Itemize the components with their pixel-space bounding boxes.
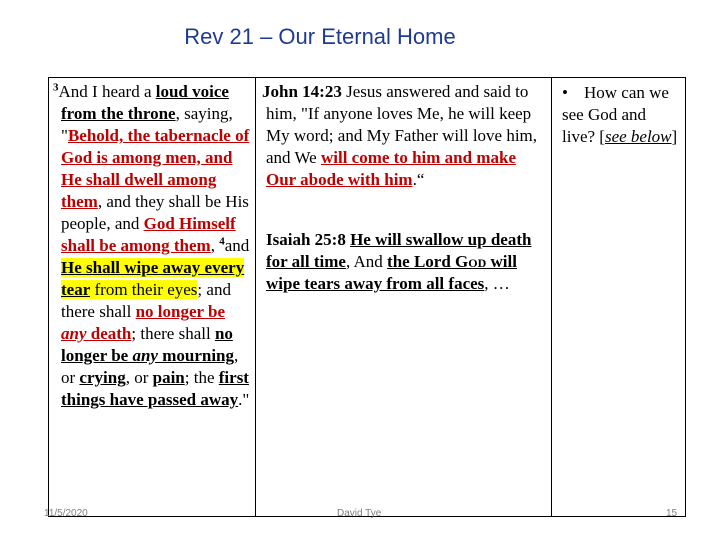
cross-reference-column bbox=[256, 78, 552, 516]
revelation-column bbox=[49, 78, 256, 516]
text-span: , bbox=[210, 236, 220, 255]
text-span: from the throne bbox=[61, 104, 176, 123]
text-span: any bbox=[132, 346, 158, 365]
text-span: , or bbox=[61, 346, 239, 387]
text-span: first things have passed away bbox=[61, 368, 249, 409]
highlighted-span: He shall wipe away every tear bbox=[61, 258, 245, 299]
page-title: Rev 21 – Our Eternal Home bbox=[184, 24, 456, 49]
text-span: , or bbox=[125, 368, 153, 387]
bullet-icon: • bbox=[562, 83, 568, 102]
text-span: Behold, the tabernacle of God is among men, and He shall dwell among them bbox=[61, 126, 250, 211]
footer-author: David Tye bbox=[337, 508, 382, 519]
text-span: death bbox=[86, 324, 132, 343]
text-span: any bbox=[61, 324, 87, 343]
footer-date: 11/5/2020 bbox=[44, 508, 88, 519]
text-span: crying bbox=[79, 368, 126, 387]
footer-page-number: 15 bbox=[666, 508, 678, 519]
text-span: no longer be bbox=[135, 302, 226, 321]
text-span: and bbox=[224, 236, 250, 255]
text-span: pain bbox=[152, 368, 185, 387]
text-span: How can we see God and live? [ bbox=[562, 83, 669, 146]
text-span: , and they shall be His people, and bbox=[61, 192, 249, 233]
question-text bbox=[552, 78, 685, 148]
text-span: loud voice bbox=[155, 82, 229, 101]
text-span: God Himself shall be among them bbox=[61, 214, 236, 255]
text-span: ] bbox=[671, 127, 678, 146]
john-passage bbox=[256, 78, 551, 191]
text-span: .“ bbox=[412, 170, 425, 189]
reference-label: John 14:23 bbox=[262, 82, 342, 101]
text-span: ; the bbox=[184, 368, 219, 387]
text-span: see below bbox=[604, 127, 672, 146]
content-table bbox=[48, 77, 686, 517]
text-span: mourning bbox=[157, 346, 235, 365]
text-span: , … bbox=[484, 274, 510, 293]
verse-number-4: 4 bbox=[219, 235, 225, 248]
text-span: will wipe tears away from all faces bbox=[266, 252, 517, 293]
revelation-text bbox=[49, 78, 255, 411]
text-span: And I heard a bbox=[58, 82, 156, 101]
text-span: Jesus answered and said to him, "If anyone loves Me, he will keep My word; and My Father will love him, and We bbox=[266, 82, 538, 167]
isaiah-passage bbox=[256, 229, 551, 295]
text-span: ; and there shall bbox=[61, 280, 231, 321]
text-span: the Lord bbox=[387, 252, 456, 271]
reference-label: Isaiah 25:8 bbox=[266, 230, 346, 249]
text-span: He will swallow up death for all time bbox=[266, 230, 532, 271]
text-span: no longer be bbox=[61, 324, 233, 365]
question-column bbox=[552, 78, 685, 516]
text-span: , And bbox=[345, 252, 388, 271]
text-span: ; there shall bbox=[131, 324, 215, 343]
highlighted-span: from their eyes bbox=[90, 280, 198, 299]
text-span: God bbox=[455, 252, 487, 271]
text-span: , saying, " bbox=[61, 104, 233, 145]
text-span: ." bbox=[238, 390, 250, 409]
verse-number-3: 3 bbox=[53, 81, 59, 94]
text-span: will come to him and make Our abode with him bbox=[266, 148, 516, 189]
